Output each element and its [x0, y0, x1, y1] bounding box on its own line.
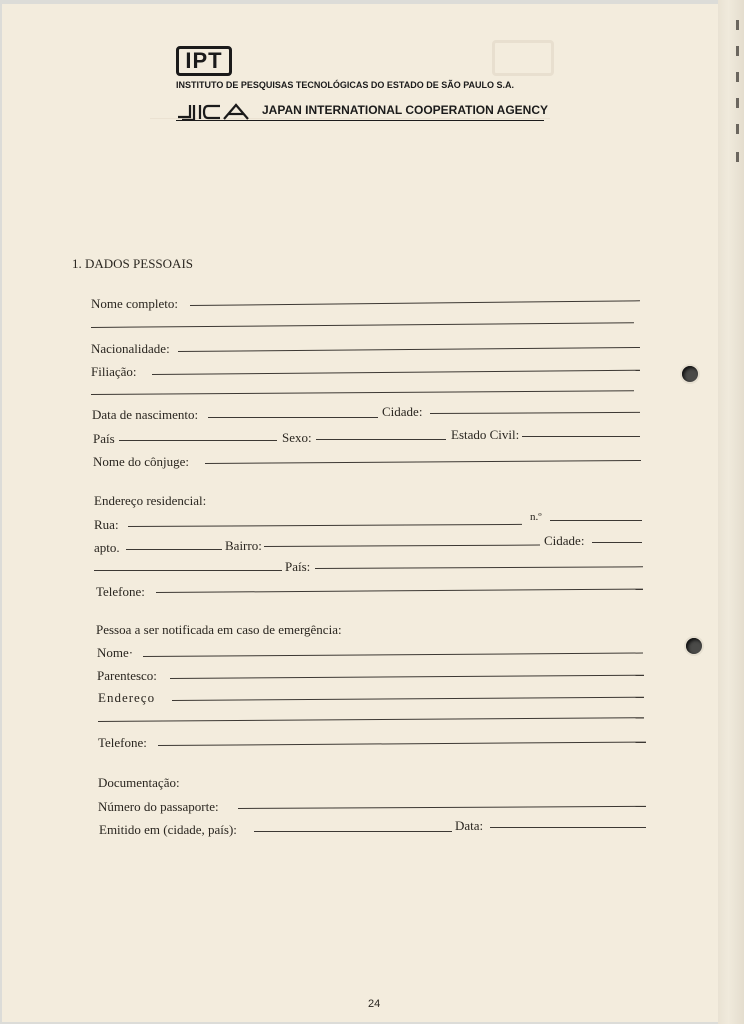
label-emergencia: Pessoa a ser notificada em caso de emergência:	[96, 622, 342, 637]
agency-name: JAPAN INTERNATIONAL COOPERATION AGENCY	[262, 103, 549, 117]
label-rua: Rua:	[94, 517, 119, 532]
header-rule	[176, 120, 544, 121]
field-data-nascimento[interactable]	[208, 417, 378, 418]
label-estado-civil: Estado Civil:	[451, 427, 520, 442]
label-nacionalidade: Nacionalidade:	[91, 341, 170, 356]
label-emitido: Emitido em (cidade, país):	[99, 822, 237, 837]
label-data: Data:	[455, 818, 484, 833]
label-apto: apto.	[94, 540, 120, 555]
jica-logo	[176, 103, 256, 121]
field-sexo[interactable]	[316, 439, 446, 440]
field-pais[interactable]	[119, 440, 277, 441]
label-data-nascimento: Data de nascimento:	[92, 407, 199, 422]
label-nome: Nome·	[97, 645, 134, 660]
label-parentesco: Parentesco:	[97, 668, 157, 683]
field-data[interactable]	[490, 827, 646, 828]
label-cidade-2: Cidade:	[544, 533, 585, 548]
form-page	[2, 4, 718, 1022]
field-numero[interactable]	[550, 520, 642, 521]
label-passaporte: Número do passaporte:	[98, 799, 219, 814]
institute-name: INSTITUTO DE PESQUISAS TECNOLÓGICAS DO ESTADO DE SÃO PAULO S.A.	[176, 80, 515, 90]
field-apto[interactable]	[126, 549, 222, 550]
label-telefone-2: Telefone:	[98, 735, 147, 750]
label-telefone: Telefone:	[96, 584, 145, 599]
label-endereco-residencial: Endereço residencial:	[94, 493, 207, 508]
label-bairro: Bairro:	[225, 538, 262, 553]
label-cidade: Cidade:	[382, 404, 423, 419]
label-endereco: Endereço	[98, 690, 156, 705]
section-title: 1. DADOS PESSOAIS	[72, 256, 193, 271]
punch-hole-top	[682, 366, 698, 382]
field-estado-civil[interactable]	[522, 436, 640, 437]
field-emitido[interactable]	[254, 831, 452, 832]
label-documentacao: Documentação:	[98, 775, 180, 790]
ipt-logo: IPT	[176, 46, 232, 76]
field-endereco-linha[interactable]	[94, 570, 282, 571]
label-pais: País	[93, 431, 115, 446]
page-number: 24	[368, 998, 381, 1010]
label-sexo: Sexo:	[282, 430, 312, 445]
page-edge	[718, 0, 744, 1024]
label-filiacao: Filiação:	[91, 364, 137, 379]
punch-hole-bottom	[686, 638, 702, 654]
bleed-through-box	[492, 40, 554, 76]
label-nome-completo: Nome completo:	[91, 296, 179, 311]
label-nome-conjuge: Nome do cônjuge:	[93, 454, 190, 469]
field-cidade-2[interactable]	[592, 542, 642, 543]
label-numero: n.º	[530, 511, 542, 523]
label-pais-2: País:	[285, 559, 311, 574]
